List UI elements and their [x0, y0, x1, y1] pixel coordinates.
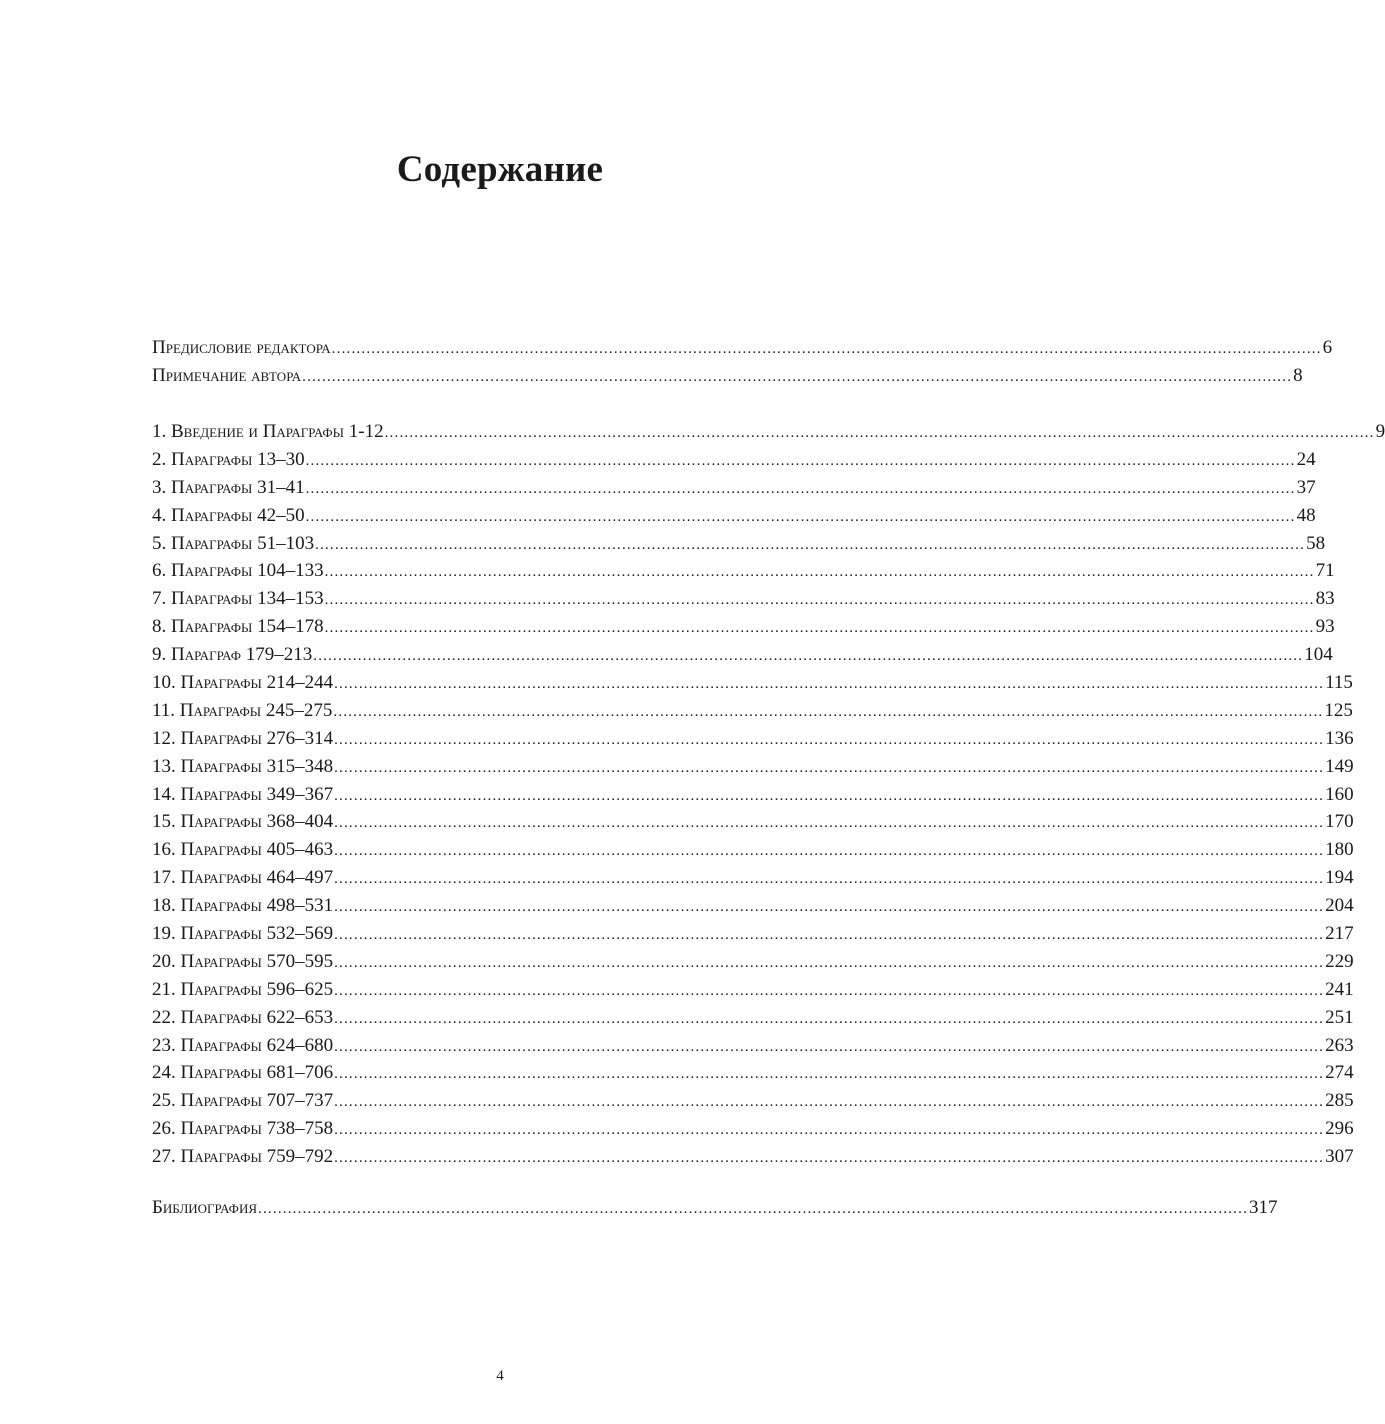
toc-entry-title: Параграфы 276–314	[180, 727, 334, 749]
toc-entry[interactable]	[152, 530, 1326, 558]
toc-entry-label	[152, 808, 333, 836]
toc-entry[interactable]	[152, 753, 1354, 781]
toc-entry[interactable]	[152, 697, 1353, 725]
toc-leader: ........................................................................................................................................................................................................	[305, 452, 1296, 469]
toc-entry-page: 160	[1325, 783, 1354, 805]
toc-entry-title: Параграфы 498–531	[180, 895, 334, 917]
toc-entry-label	[152, 1115, 333, 1143]
toc-entry-number: 10.	[152, 672, 181, 694]
toc-entry-title: Параграфы 134–153	[171, 588, 324, 610]
toc-entry-label	[152, 1059, 333, 1087]
toc-entry-title: Параграф 179–213	[171, 644, 313, 666]
toc-entry[interactable]	[152, 892, 1354, 920]
toc-entry-label: Примечание автора	[152, 364, 302, 386]
toc-entry-page: 83	[1315, 588, 1335, 610]
toc-leader: ........................................................................................................................................................................................................	[334, 982, 1325, 999]
toc-entry-label	[152, 613, 324, 641]
toc-entry-label	[152, 418, 384, 446]
toc-entry-label	[152, 557, 324, 585]
toc-entry-title: Параграфы 707–737	[180, 1090, 334, 1112]
toc-entry-number: 6.	[152, 560, 171, 582]
toc-leader: ........................................................................................................................................................................................................	[334, 843, 1325, 860]
toc-entry-page: 125	[1324, 699, 1353, 721]
toc-entry-label	[152, 781, 333, 809]
toc-leader: ........................................................................................................................................................................................................	[334, 927, 1325, 944]
toc-entry-title: Параграфы 570–595	[180, 950, 334, 972]
toc-entry-number: 26.	[152, 1118, 181, 1140]
toc-leader: ........................................................................................................................................................................................................	[315, 536, 1306, 553]
toc-entry-number: 9.	[152, 644, 171, 666]
toc-entry-title: Параграфы 154–178	[171, 616, 324, 638]
toc-entry-page: 317	[1249, 1197, 1278, 1218]
toc-entry[interactable]	[152, 613, 1335, 641]
toc-entry-number: 21.	[152, 978, 181, 1000]
toc-entry-page: 229	[1325, 950, 1354, 972]
toc-back-matter	[152, 1194, 1278, 1222]
toc-leader: ........................................................................................................................................................................................................	[334, 676, 1325, 693]
toc-leader: ........................................................................................................................................................................................................	[334, 899, 1325, 916]
toc-entry-label	[152, 669, 333, 697]
toc-entry-label	[152, 641, 312, 669]
toc-entry[interactable]	[152, 976, 1354, 1004]
toc-entry-title: Параграфы 51–103	[171, 532, 315, 554]
toc-entry[interactable]	[152, 836, 1354, 864]
toc-entry-title: Параграфы 42–50	[171, 504, 305, 526]
toc-entry-label	[152, 446, 305, 474]
toc-leader: ........................................................................................................................................................................................................	[334, 1122, 1325, 1139]
toc-leader: ........................................................................................................................................................................................................	[305, 480, 1296, 497]
toc-entry-title: Параграфы 349–367	[180, 783, 334, 805]
toc-entry-page: 170	[1325, 811, 1354, 833]
toc-entry-number: 19.	[152, 923, 181, 945]
toc-entry[interactable]	[152, 948, 1354, 976]
page-title: Содержание	[396, 149, 604, 190]
toc-entry[interactable]	[152, 557, 1335, 585]
toc-entry[interactable]	[152, 502, 1316, 530]
toc-entry-page: 37	[1296, 476, 1316, 498]
toc-leader: ........................................................................................................................................................................................................	[334, 815, 1325, 832]
toc-entry[interactable]	[152, 1059, 1354, 1087]
toc-entry-number: 2.	[152, 448, 171, 470]
page-number: 4	[496, 1368, 504, 1384]
toc-leader: ........................................................................................................................................................................................................	[333, 703, 1324, 720]
toc-entry-number: 4.	[152, 504, 171, 526]
toc-entry-number: 12.	[152, 727, 181, 749]
toc-entry-title: Параграфы 624–680	[180, 1034, 334, 1056]
toc-entry-number: 25.	[152, 1090, 181, 1112]
toc-entry[interactable]	[152, 920, 1354, 948]
toc-entry-title: Параграфы 622–653	[180, 1006, 334, 1028]
toc-entry-page: 9	[1375, 421, 1385, 442]
toc-entry-label	[152, 864, 333, 892]
toc-entry-page: 71	[1315, 560, 1335, 582]
toc-entry[interactable]	[152, 446, 1316, 474]
toc-entry-label	[152, 1004, 333, 1032]
toc-leader: ........................................................................................................................................................................................................	[324, 592, 1315, 609]
toc-entry-title: Параграфы 464–497	[180, 867, 334, 889]
toc-entry-number: 8.	[152, 616, 171, 638]
toc-leader: ........................................................................................................................................................................................................	[302, 368, 1293, 385]
toc-entry-title: Параграфы 315–348	[180, 755, 334, 777]
toc-entry-label	[152, 1032, 333, 1060]
toc-entry[interactable]	[152, 1087, 1354, 1115]
toc-entry-number: 5.	[152, 532, 171, 554]
toc-entry-label: Библиография	[152, 1197, 258, 1218]
toc-entry[interactable]	[152, 1004, 1354, 1032]
toc-entry-number: 11.	[152, 699, 180, 721]
toc-leader: ........................................................................................................................................................................................................	[334, 1094, 1325, 1111]
toc-leader: ........................................................................................................................................................................................................	[334, 954, 1325, 971]
toc-entry-label	[152, 948, 333, 976]
toc-chapters	[152, 418, 1385, 1171]
toc-entry[interactable]	[152, 781, 1354, 809]
toc-entry-page: 58	[1306, 532, 1326, 554]
toc-entry-title: Параграфы 738–758	[180, 1118, 334, 1140]
toc-entry-label	[152, 1087, 333, 1115]
toc-entry-page: 115	[1325, 672, 1353, 694]
toc-entry-page: 180	[1325, 839, 1354, 861]
toc-entry-page: 263	[1325, 1034, 1354, 1056]
toc-entry-page: 307	[1325, 1146, 1354, 1168]
toc-entry-title: Введение и Параграфы 1-12	[171, 421, 384, 442]
toc-entry-number: 1.	[152, 421, 171, 442]
toc-entry-label	[152, 920, 333, 948]
toc-entry-number: 16.	[152, 839, 181, 861]
toc-entry-number: 22.	[152, 1006, 181, 1028]
toc-entry[interactable]	[152, 864, 1354, 892]
toc-entry-title: Параграфы 13–30	[171, 448, 305, 470]
toc-entry-number: 14.	[152, 783, 181, 805]
toc-entry-title: Параграфы 31–41	[171, 476, 305, 498]
toc-entry-title: Параграфы 405–463	[180, 839, 334, 861]
toc-entry[interactable]	[152, 1115, 1354, 1143]
toc-entry-title: Параграфы 214–244	[180, 672, 334, 694]
toc-entry-label	[152, 976, 333, 1004]
toc-entry-page: 136	[1325, 727, 1354, 749]
toc-entry-page: 241	[1325, 978, 1354, 1000]
toc-entry[interactable]	[152, 474, 1316, 502]
toc-entry-label	[152, 1143, 333, 1171]
toc-entry-label	[152, 725, 333, 753]
toc-entry[interactable]	[152, 1032, 1354, 1060]
toc-entry-title: Параграфы 759–792	[180, 1146, 334, 1168]
toc-entry[interactable]	[152, 808, 1354, 836]
toc-entry[interactable]	[152, 585, 1335, 613]
toc-entry[interactable]	[152, 641, 1333, 669]
toc-entry-label	[152, 502, 305, 530]
toc-front-matter	[152, 334, 1333, 390]
toc-leader: ........................................................................................................................................................................................................	[334, 871, 1325, 888]
toc-entry-page: 296	[1325, 1118, 1354, 1140]
toc-entry-page: 251	[1325, 1006, 1354, 1028]
toc-entry[interactable]	[152, 362, 1303, 390]
toc-entry-title: Параграфы 104–133	[171, 560, 324, 582]
toc-entry-page: 285	[1325, 1090, 1354, 1112]
toc-entry[interactable]	[152, 725, 1354, 753]
toc-entry-number: 27.	[152, 1146, 181, 1168]
toc-entry-page: 194	[1325, 867, 1354, 889]
toc-entry-label	[152, 892, 333, 920]
toc-entry-number: 18.	[152, 895, 181, 917]
toc-entry[interactable]	[152, 1194, 1278, 1222]
toc-entry-page: 8	[1293, 364, 1303, 386]
toc-leader: ........................................................................................................................................................................................................	[313, 648, 1304, 665]
toc-entry-label	[152, 474, 305, 502]
toc-entry-title: Параграфы 368–404	[180, 811, 334, 833]
toc-entry-number: 13.	[152, 755, 181, 777]
toc-entry-page: 217	[1325, 923, 1354, 945]
toc-leader: ........................................................................................................................................................................................................	[334, 787, 1325, 804]
toc-entry-page: 93	[1315, 616, 1335, 638]
toc-entry-number: 24.	[152, 1062, 181, 1084]
toc-leader: ........................................................................................................................................................................................................	[334, 1038, 1325, 1055]
toc-entry-number: 20.	[152, 950, 181, 972]
toc-entry-number: 7.	[152, 588, 171, 610]
toc-leader: ........................................................................................................................................................................................................	[384, 425, 1375, 441]
toc-entry-number: 15.	[152, 811, 181, 833]
toc-entry-label	[152, 585, 324, 613]
toc-leader: ........................................................................................................................................................................................................	[334, 731, 1325, 748]
toc-entry-page: 274	[1325, 1062, 1354, 1084]
toc-entry[interactable]	[152, 1143, 1354, 1171]
toc-entry-page: 24	[1296, 448, 1316, 470]
toc-entry-page: 204	[1325, 895, 1354, 917]
toc-entry-label	[152, 753, 333, 781]
toc-leader: ........................................................................................................................................................................................................	[258, 1201, 1249, 1217]
toc-entry[interactable]	[152, 334, 1333, 362]
toc-leader: ........................................................................................................................................................................................................	[324, 564, 1315, 581]
toc-leader: ........................................................................................................................................................................................................	[305, 508, 1296, 525]
toc-entry[interactable]	[152, 418, 1385, 446]
toc-entry-page: 6	[1322, 337, 1333, 358]
toc-entry-number: 23.	[152, 1034, 181, 1056]
toc-entry-title: Параграфы 532–569	[180, 923, 334, 945]
toc-entry-label	[152, 697, 332, 725]
toc-entry-title: Параграфы 596–625	[180, 978, 334, 1000]
toc-leader: ........................................................................................................................................................................................................	[334, 1066, 1325, 1083]
toc-entry-label: Предисловие редактора	[152, 337, 331, 358]
toc-entry-number: 17.	[152, 867, 181, 889]
toc-entry-label	[152, 530, 314, 558]
toc-entry-title: Параграфы 245–275	[179, 699, 333, 721]
toc-leader: ........................................................................................................................................................................................................	[324, 620, 1315, 637]
toc-leader: ........................................................................................................................................................................................................	[331, 341, 1322, 357]
toc-entry-page: 149	[1325, 755, 1354, 777]
toc-entry-label	[152, 836, 333, 864]
toc-entry-page: 104	[1304, 644, 1333, 666]
toc-entry-page: 48	[1296, 504, 1316, 526]
toc-entry-number: 3.	[152, 476, 171, 498]
toc-leader: ........................................................................................................................................................................................................	[334, 1150, 1325, 1167]
toc-leader: ........................................................................................................................................................................................................	[334, 759, 1325, 776]
toc-leader: ........................................................................................................................................................................................................	[334, 1010, 1325, 1027]
toc-entry[interactable]	[152, 669, 1353, 697]
toc-entry-title: Параграфы 681–706	[180, 1062, 334, 1084]
